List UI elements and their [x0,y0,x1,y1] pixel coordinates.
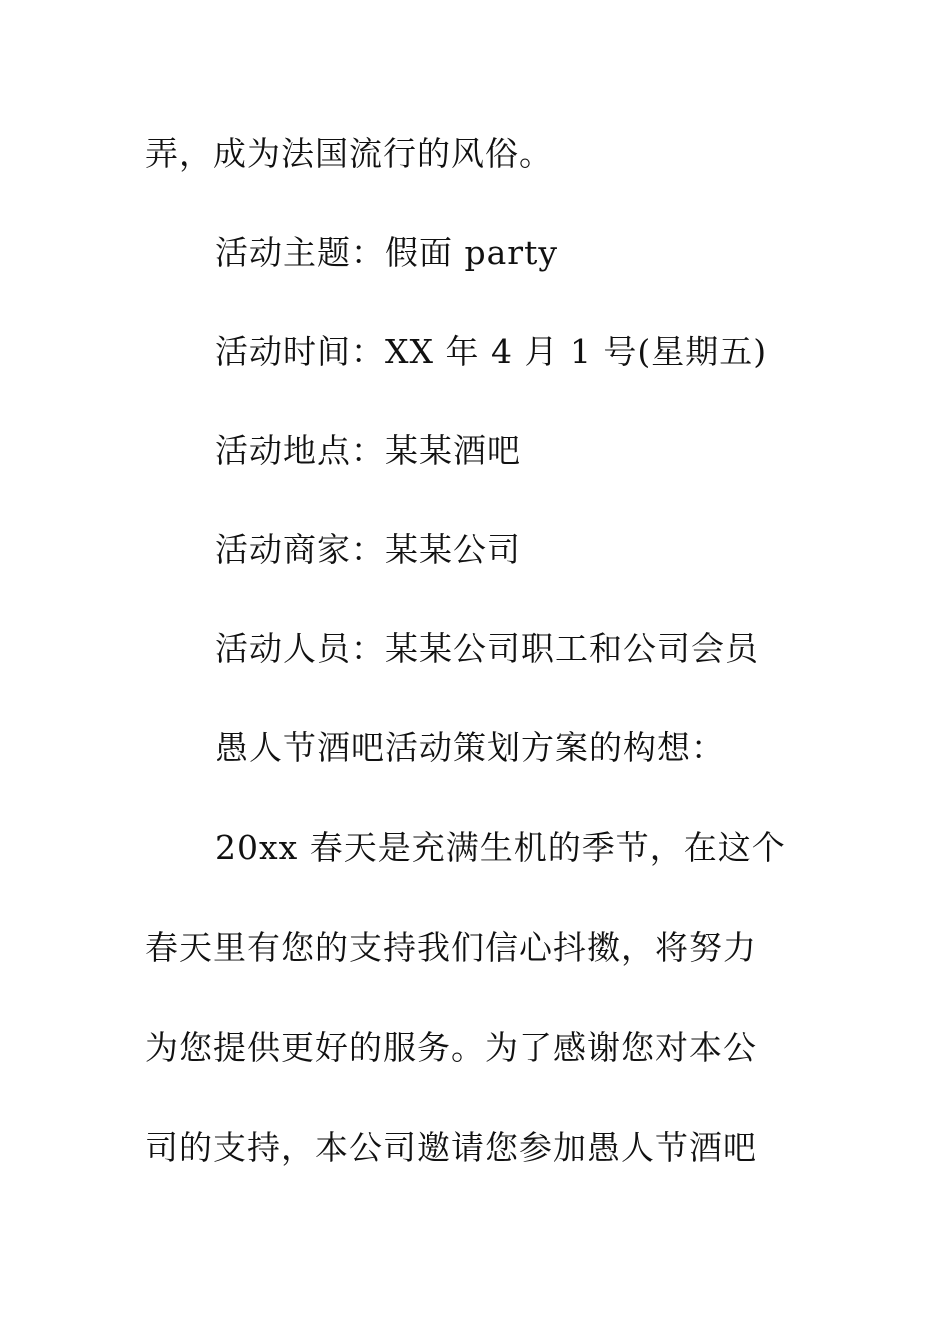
text-line-time: 活动时间：XX 年 4 月 1 号(星期五) [215,332,768,371]
text-line-location: 活动地点：某某酒吧 [215,431,521,470]
text-line-paragraph-3: 为您提供更好的服务。为了感谢您对本公 [145,1028,757,1067]
text-line-heading: 愚人节酒吧活动策划方案的构想： [215,728,725,767]
text-line-merchant: 活动商家：某某公司 [215,530,521,569]
text-line-theme: 活动主题：假面 party [215,233,558,272]
text-line-participants: 活动人员：某某公司职工和公司会员 [215,629,759,668]
text-line-paragraph-2: 春天里有您的支持我们信心抖擞，将努力 [145,928,757,967]
text-line-continuation: 弄，成为法国流行的风俗。 [145,134,553,173]
text-line-paragraph-4: 司的支持，本公司邀请您参加愚人节酒吧 [145,1128,757,1167]
text-line-paragraph-1: 20xx 春天是充满生机的季节，在这个 [215,828,786,867]
